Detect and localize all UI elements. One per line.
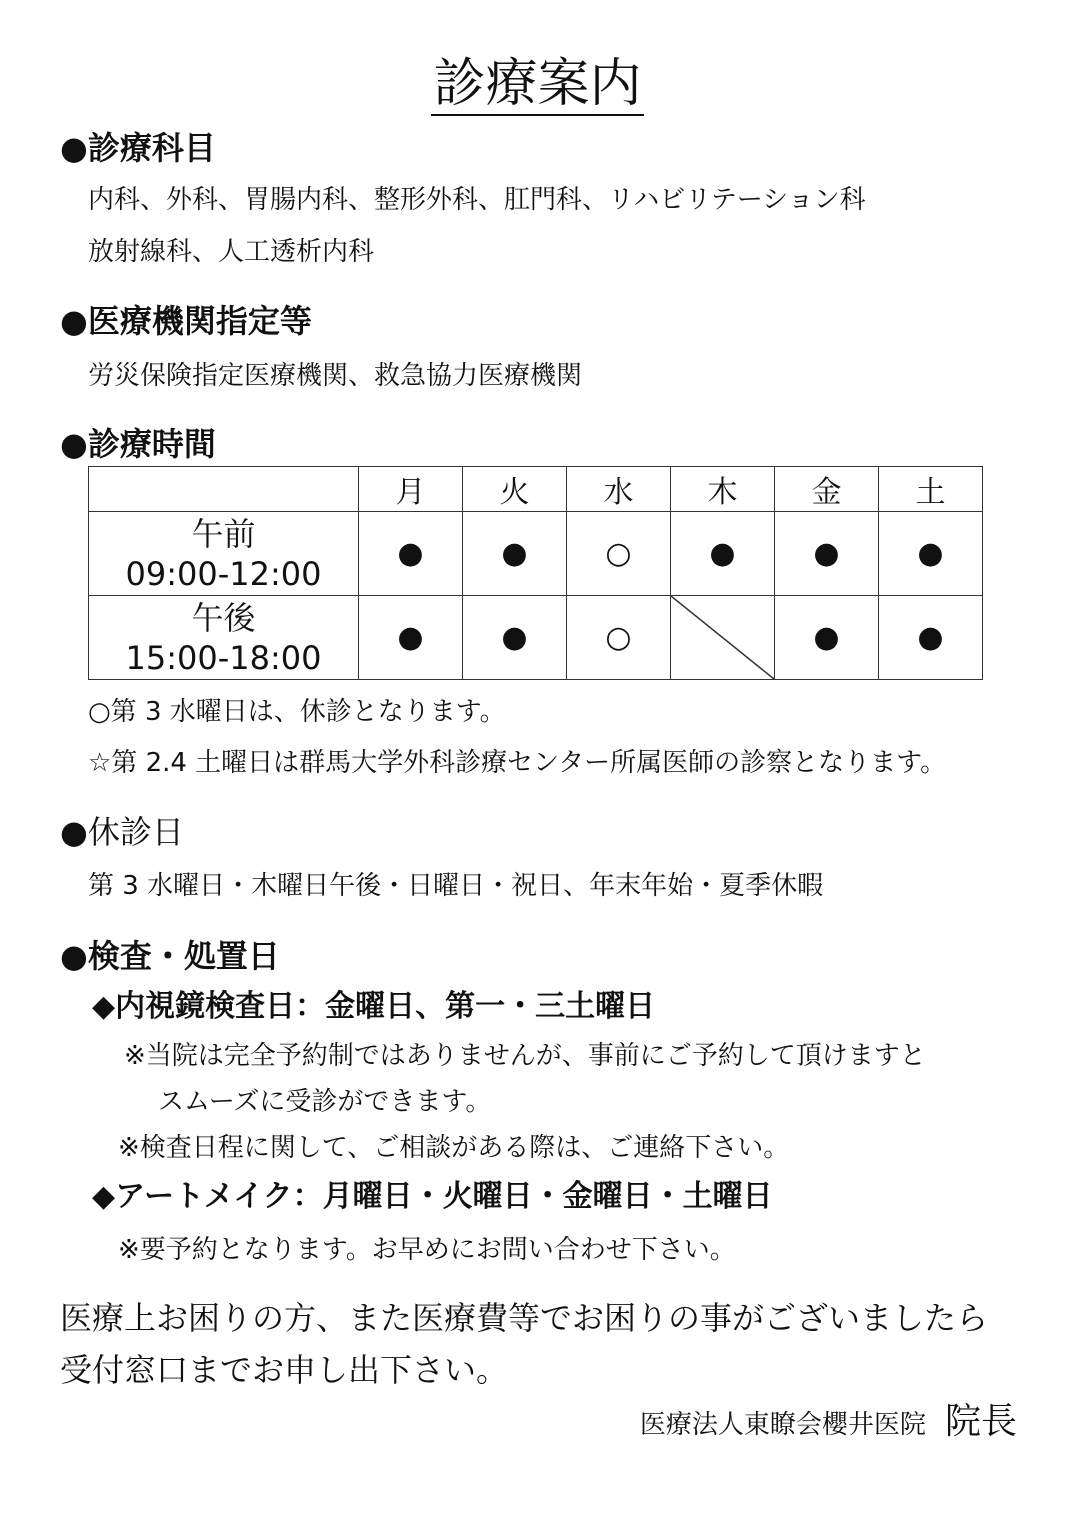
- endoscopy-note-1a: ※当院は完全予約制ではありませんが、事前にご予約して頂けますと: [124, 1041, 926, 1071]
- schedule-corner-cell: [89, 467, 359, 512]
- artmake-note: ※要予約となります。お早めにお問い合わせ下さい。: [118, 1235, 736, 1265]
- day-header-tue: 火: [463, 467, 567, 512]
- designation-heading: ●医療機関指定等: [60, 302, 312, 340]
- afternoon-label: 午後: [191, 598, 256, 637]
- signature: [640, 1400, 1017, 1444]
- endoscopy-note-1b: スムーズに受診ができます。: [158, 1087, 492, 1117]
- day-header-thu: 木: [671, 467, 775, 512]
- morning-fri-mark: ●: [775, 512, 879, 596]
- afternoon-mon-mark: ●: [359, 596, 463, 680]
- hours-note-2: ☆第 2.4 土曜日は群馬大学外科診療センター所属医師の診察となります。: [88, 748, 947, 778]
- page-title-text: 診療案内: [433, 54, 642, 114]
- schedule-header-row: [89, 467, 983, 512]
- day-header-sat: 土: [879, 467, 983, 512]
- closing-line-1: 医療上お困りの方、また医療費等でお困りの事がございましたら: [60, 1299, 989, 1337]
- endoscopy-note-2: ※検査日程に関して、ご相談がある際は、ご連絡下さい。: [118, 1133, 790, 1163]
- morning-wed-mark: ○: [567, 512, 671, 596]
- afternoon-fri-mark: ●: [775, 596, 879, 680]
- morning-thu-mark: ●: [671, 512, 775, 596]
- endoscopy-line: ◆内視鏡検査日：金曜日、第一・三土曜日: [92, 989, 656, 1024]
- morning-slot-cell: [89, 512, 359, 596]
- artmake-line: ◆アートメイク：月曜日・火曜日・金曜日・土曜日: [92, 1179, 773, 1214]
- afternoon-thu-closed-cell: [671, 596, 775, 680]
- morning-label: 午前: [191, 514, 256, 553]
- closed-heading: ●休診日: [60, 813, 184, 851]
- page-title: [0, 52, 1075, 116]
- diagonal-slash-icon: [671, 596, 774, 679]
- closed-line-1: 第 3 水曜日・木曜日午後・日曜日・祝日、年末年始・夏季休暇: [88, 871, 824, 901]
- departments-heading: ●診療科目: [60, 129, 216, 167]
- exams-heading: ●検査・処置日: [60, 937, 280, 975]
- closing-line-2: 受付窓口までお申し出下さい。: [60, 1351, 509, 1389]
- departments-line-1: 内科、外科、胃腸内科、整形外科、肛門科、リハビリテーション科: [88, 185, 866, 215]
- morning-tue-mark: ●: [463, 512, 567, 596]
- afternoon-wed-mark: ○: [567, 596, 671, 680]
- morning-mon-mark: ●: [359, 512, 463, 596]
- schedule-row-afternoon: [89, 596, 983, 680]
- morning-time: 09:00-12:00: [125, 554, 322, 593]
- schedule-row-morning: [89, 512, 983, 596]
- designation-line-1: 労災保険指定医療機関、救急協力医療機関: [88, 361, 583, 391]
- departments-line-2: 放射線科、人工透析内科: [88, 237, 375, 267]
- afternoon-sat-mark: ●: [879, 596, 983, 680]
- day-header-wed: 水: [567, 467, 671, 512]
- afternoon-slot-cell: [89, 596, 359, 680]
- afternoon-time: 15:00-18:00: [125, 638, 322, 677]
- signature-role: 院長: [944, 1401, 1017, 1442]
- signature-org: 医療法人東瞭会櫻井医院: [639, 1410, 926, 1440]
- schedule-table: [88, 466, 983, 680]
- hours-note-1: ○第 3 水曜日は、休診となります。: [88, 697, 506, 727]
- day-header-mon: 月: [359, 467, 463, 512]
- hours-heading: ●診療時間: [60, 425, 216, 463]
- afternoon-tue-mark: ●: [463, 596, 567, 680]
- day-header-fri: 金: [775, 467, 879, 512]
- morning-sat-mark: ●: [879, 512, 983, 596]
